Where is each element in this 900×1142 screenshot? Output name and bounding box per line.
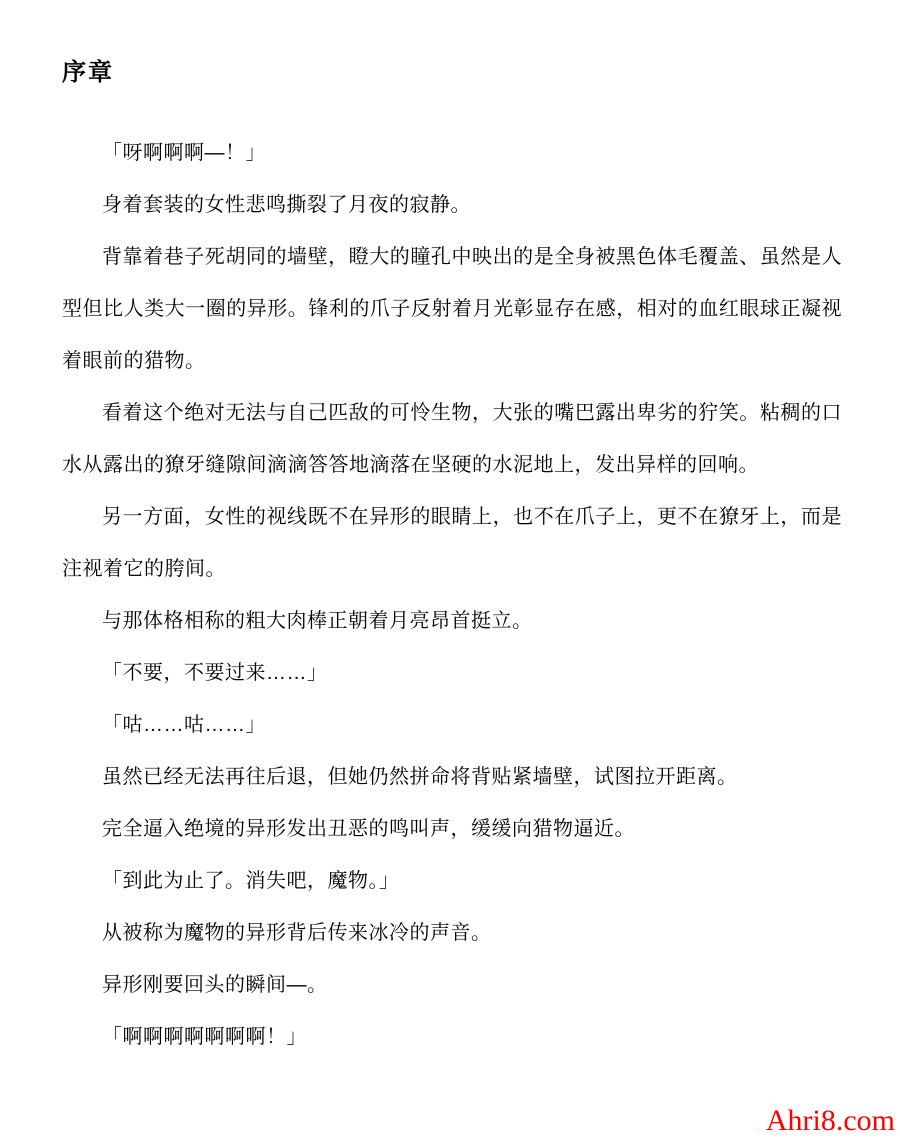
paragraph: 「呀啊啊啊—！」 <box>102 142 266 164</box>
chapter-title: 序章 <box>62 59 114 86</box>
paragraph: 虽然已经无法再往后退，但她仍然拼命将背贴紧墙壁，试图拉开距离。 <box>102 766 738 788</box>
paragraph: 「不要，不要过来……」 <box>102 662 328 684</box>
paragraph: 从被称为魔物的异形背后传来冰冷的声音。 <box>102 922 492 944</box>
paragraph: 「咕……咕……」 <box>102 714 266 736</box>
paragraph: 「到此为止了。消失吧，魔物。」 <box>102 870 400 892</box>
paragraph: 身着套装的女性悲鸣撕裂了月夜的寂静。 <box>102 194 471 216</box>
paragraph: 背靠着巷子死胡同的墙壁，瞪大的瞳孔中映出的是全身被黑色体毛覆盖、虽然是人型但比人类大一圈的异形。锋利的爪子反射着月光彰显存在感，相对的血红眼球正凝视着眼前的猎物。 <box>62 246 842 372</box>
paragraph: 异形刚要回头的瞬间—。 <box>102 974 328 996</box>
paragraph: 完全逼入绝境的异形发出丑恶的鸣叫声，缓缓向猎物逼近。 <box>102 818 635 840</box>
paragraph: 看着这个绝对无法与自己匹敌的可怜生物，大张的嘴巴露出卑劣的狞笑。粘稠的口水从露出的獠牙缝隙间滴滴答答地滴落在坚硬的水泥地上，发出异样的回响。 <box>62 402 842 476</box>
paragraph: 「啊啊啊啊啊啊啊！」 <box>102 1026 307 1048</box>
chapter-body <box>62 127 842 1063</box>
paragraph: 另一方面，女性的视线既不在异形的眼睛上，也不在爪子上，更不在獠牙上，而是注视着它的胯间。 <box>62 506 842 580</box>
watermark-text: Ahri8.com <box>765 1104 895 1137</box>
paragraph: 与那体格相称的粗大肉棒正朝着月亮昂首挺立。 <box>102 610 533 632</box>
